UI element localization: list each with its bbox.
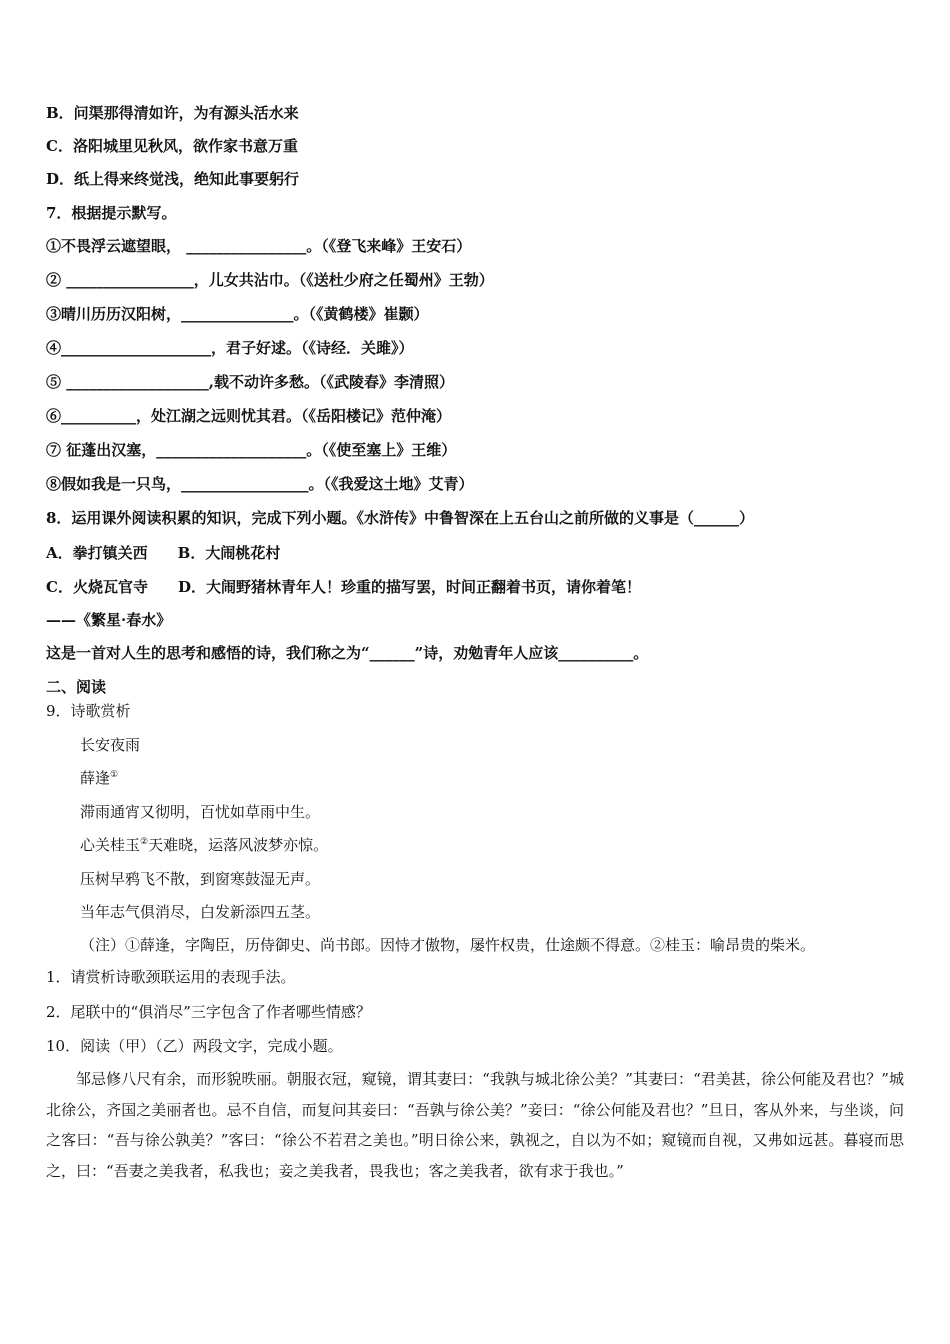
q8-options-row1: A．拳打镇关西 B．大闹桃花村: [46, 544, 281, 562]
poem-author-note-mark: ①: [110, 770, 119, 780]
poem-author: [80, 768, 118, 788]
q8-options-row2: C．火烧瓦官寺 D．大闹野猪林青年人！珍重的描写罢，时间正翻着书页，请你着笔！: [46, 578, 641, 596]
q7-item: ③晴川历历汉阳树，_______________。（《黄鹤楼》崔颢）: [46, 305, 429, 323]
poem-line: 滞雨通宵又彻明，百忧如草雨中生。: [80, 803, 321, 821]
poem-line: 当年志气俱消尽，白发新添四五茎。: [80, 903, 321, 921]
poem-line: [80, 835, 328, 855]
q8-title: 8．运用课外阅读积累的知识，完成下列小题。《水浒传》中鲁智深在上五台山之前所做的义事是（______）: [46, 509, 754, 527]
option-b: B．问渠那得清如许，为有源头活水来: [46, 104, 299, 122]
poem-line: 压树早鸦飞不散，到窗寒鼓湿无声。: [80, 870, 321, 888]
q9-sub1: 1．请赏析诗歌颈联运用的表现手法。: [46, 968, 296, 986]
section-heading: 二、阅读: [46, 678, 107, 696]
q7-item: ⑥__________，处江湖之远则忧其君。（《岳阳楼记》范仲淹）: [46, 407, 452, 425]
q7-item: ①不畏浮云遮望眼， ________________。（《登飞来峰》王安石）: [46, 237, 472, 255]
poem-line-rest: 天难晓，运落风波梦亦惊。: [148, 836, 329, 854]
q9-sub2: 2．尾联中的“俱消尽”三字包含了作者哪些情感？: [46, 1003, 371, 1021]
poem-author-name: 薛逢: [80, 769, 111, 787]
poem-line-start: 心关桂玉: [80, 836, 141, 854]
q7-item: ④____________________，君子好逑。（《诗经．关雎》）: [46, 339, 414, 357]
q7-item: ⑧假如我是一只鸟，_________________。（《我爱这土地》艾青）: [46, 475, 474, 493]
option-c: C．洛阳城里见秋风，欲作家书意万重: [46, 137, 298, 155]
q10-title: 10．阅读（甲）（乙）两段文字，完成小题。: [46, 1037, 343, 1055]
q7-title: 7．根据提示默写。: [46, 204, 177, 222]
q7-item: ② _________________，儿女共沾巾。（《送杜少府之任蜀州》王勃）: [46, 271, 494, 289]
q7-item: ⑤ ___________________,载不动许多愁。（《武陵春》李清照）: [46, 373, 454, 391]
q9-title: 9．诗歌赏析: [46, 702, 131, 720]
q8-source: ——《繁星·春水》: [46, 611, 172, 629]
q8-question: 这是一首对人生的思考和感悟的诗，我们称之为“______”诗，劝勉青年人应该__________。: [46, 644, 649, 662]
q7-item: ⑦ 征蓬出汉塞，____________________。（《使至塞上》王维）: [46, 441, 457, 459]
poem-note-mark: ②: [140, 837, 149, 847]
q10-passage: 邹忌修八尺有余，而形貌昳丽。朝服衣冠，窥镜，谓其妻曰：“我孰与城北徐公美？”其妻曰：“君美甚，徐公何能及君也？”城北徐公，齐国之美丽者也。忌不自信，而复问其妾曰：“吾孰与徐公美？”妾曰：“徐公何能及君也？”旦日，客从外来，与坐谈，问之客曰：“吾与徐公孰美？”客曰：“徐公不若君之美也。”明日徐公来，孰视之，自以为不如；窥镜而自视，又弗如远甚。暮寝而思之，曰：“吾妻之美我者，私我也；妾之美我者，畏我也；客之美我者，欲有求于我也。”: [46, 1070, 904, 1180]
poem-title: 长安夜雨: [80, 736, 141, 754]
poem-note: （注）①薛逢，字陶臣，历侍御史、尚书郎。因恃才傲物，屡忤权贵，仕途颇不得意。②桂玉：喻昂贵的柴米。: [80, 936, 816, 954]
option-d: D．纸上得来终觉浅，绝知此事要躬行: [46, 170, 300, 188]
